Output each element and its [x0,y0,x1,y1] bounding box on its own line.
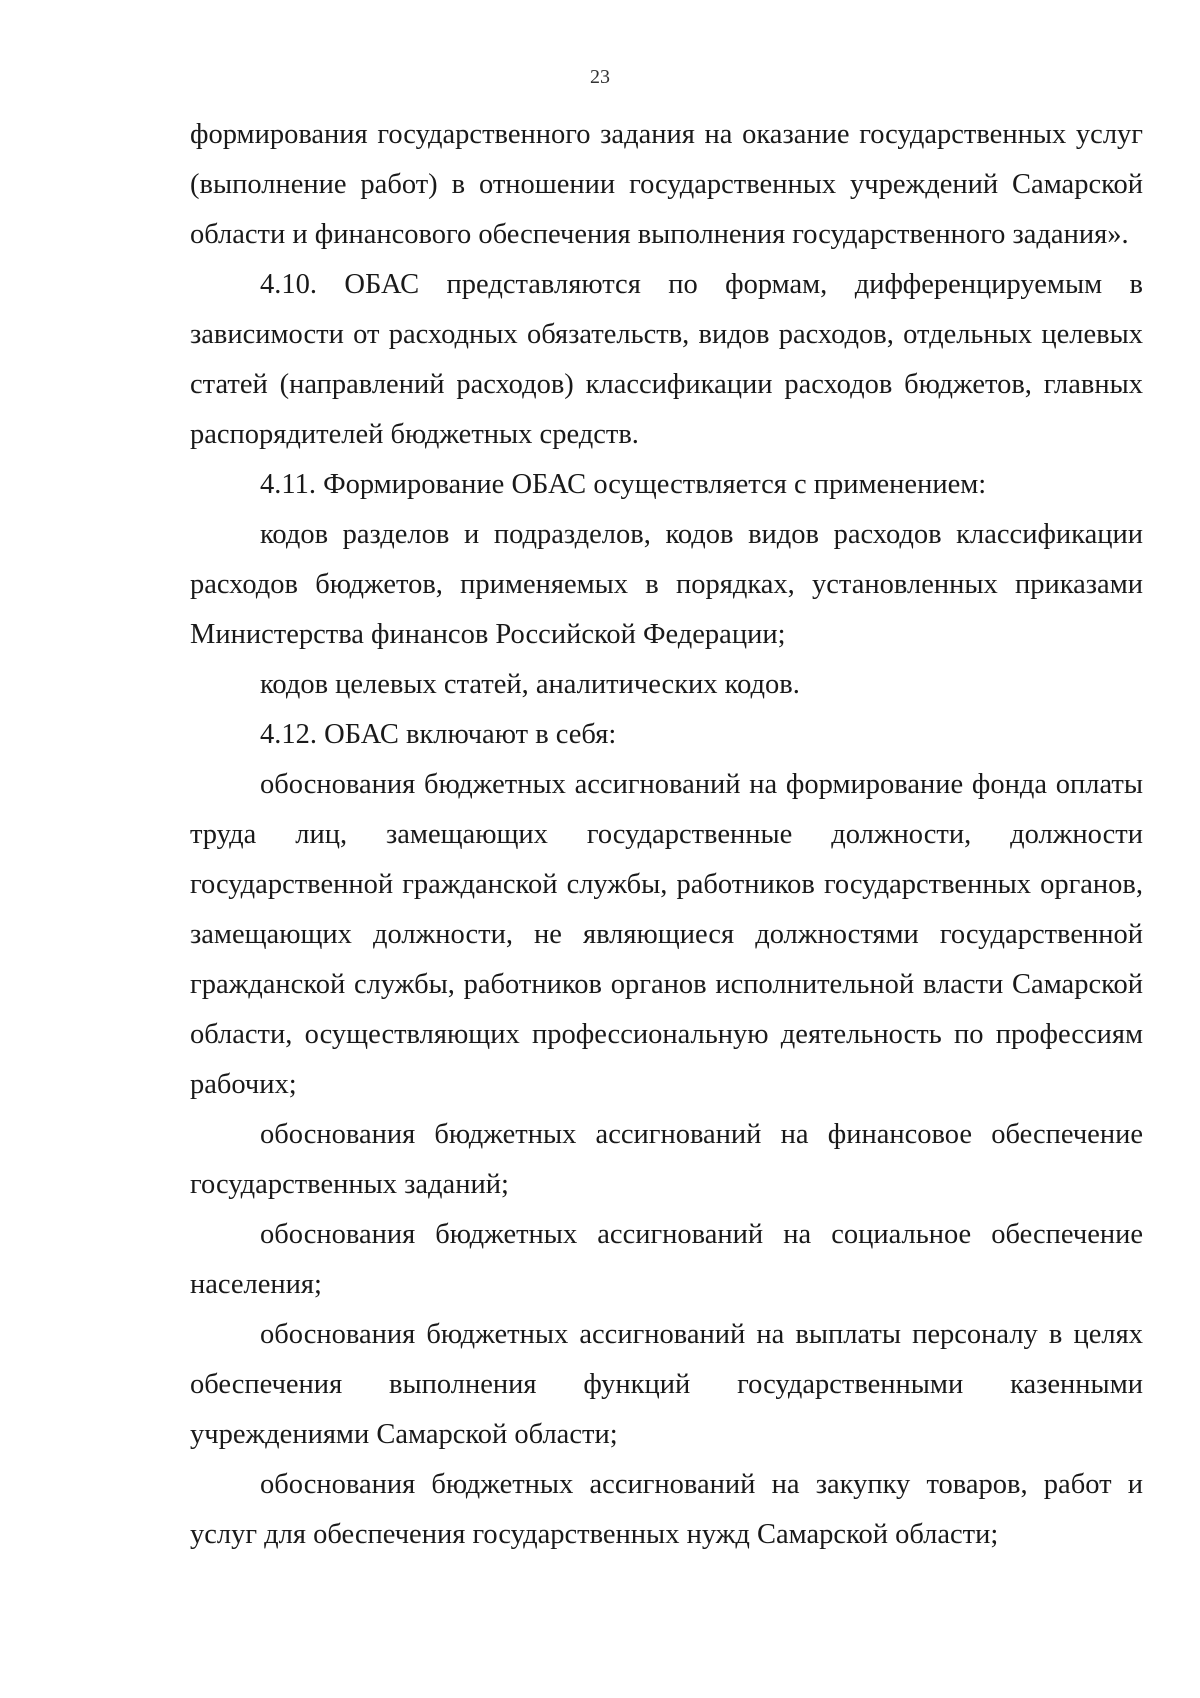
list-item-social-security: обоснования бюджетных ассигнований на социальное обеспечение населения; [190,1219,1143,1300]
list-item-staff-payments: обоснования бюджетных ассигнований на выплаты персоналу в целях обеспечения выполнения функций государственными казенными учреждениями Самарской области; [190,1319,1143,1450]
paragraph-4-12: 4.12. ОБАС включают в себя: [260,719,617,750]
paragraph-4-10: 4.10. ОБАС представляются по формам, дифференцируемым в зависимости от расходных обязательств, видов расходов, отдельных целевых статей (направлений расходов) классификации расходов бюджетов, главных распорядителей бюджетных средств. [190,269,1143,450]
paragraph-4-11: 4.11. Формирование ОБАС осуществляется с применением: [260,469,987,500]
list-item-payroll-fund: обоснования бюджетных ассигнований на формирование фонда оплаты труда лиц, замещающих государственные должности, должности государственной гражданской службы, работников государственных органов, замещающих должности, не являющиеся должностями государственной гражданской службы, работников органов исполнительной власти Самарской области, осуществляющих профессиональную деятельность по профессиям рабочих; [190,769,1143,1100]
list-item-procurement: обоснования бюджетных ассигнований на закупку товаров, работ и услуг для обеспечения государственных нужд Самарской области; [190,1469,1143,1550]
paragraph-continuation: формирования государственного задания на оказание государственных услуг (выполнение работ) в отношении государственных учреждений Самарской области и финансового обеспечения выполнения государственного задания». [190,119,1143,250]
document-body [190,110,1143,1560]
page-number: 23 [590,66,610,88]
list-item-target-codes: кодов целевых статей, аналитических кодов. [260,669,800,700]
list-item-section-codes: кодов разделов и подразделов, кодов видов расходов классификации расходов бюджетов, применяемых в порядках, установленных приказами Министерства финансов Российской Федерации; [190,519,1143,650]
list-item-state-assignments: обоснования бюджетных ассигнований на финансовое обеспечение государственных заданий; [190,1119,1143,1200]
